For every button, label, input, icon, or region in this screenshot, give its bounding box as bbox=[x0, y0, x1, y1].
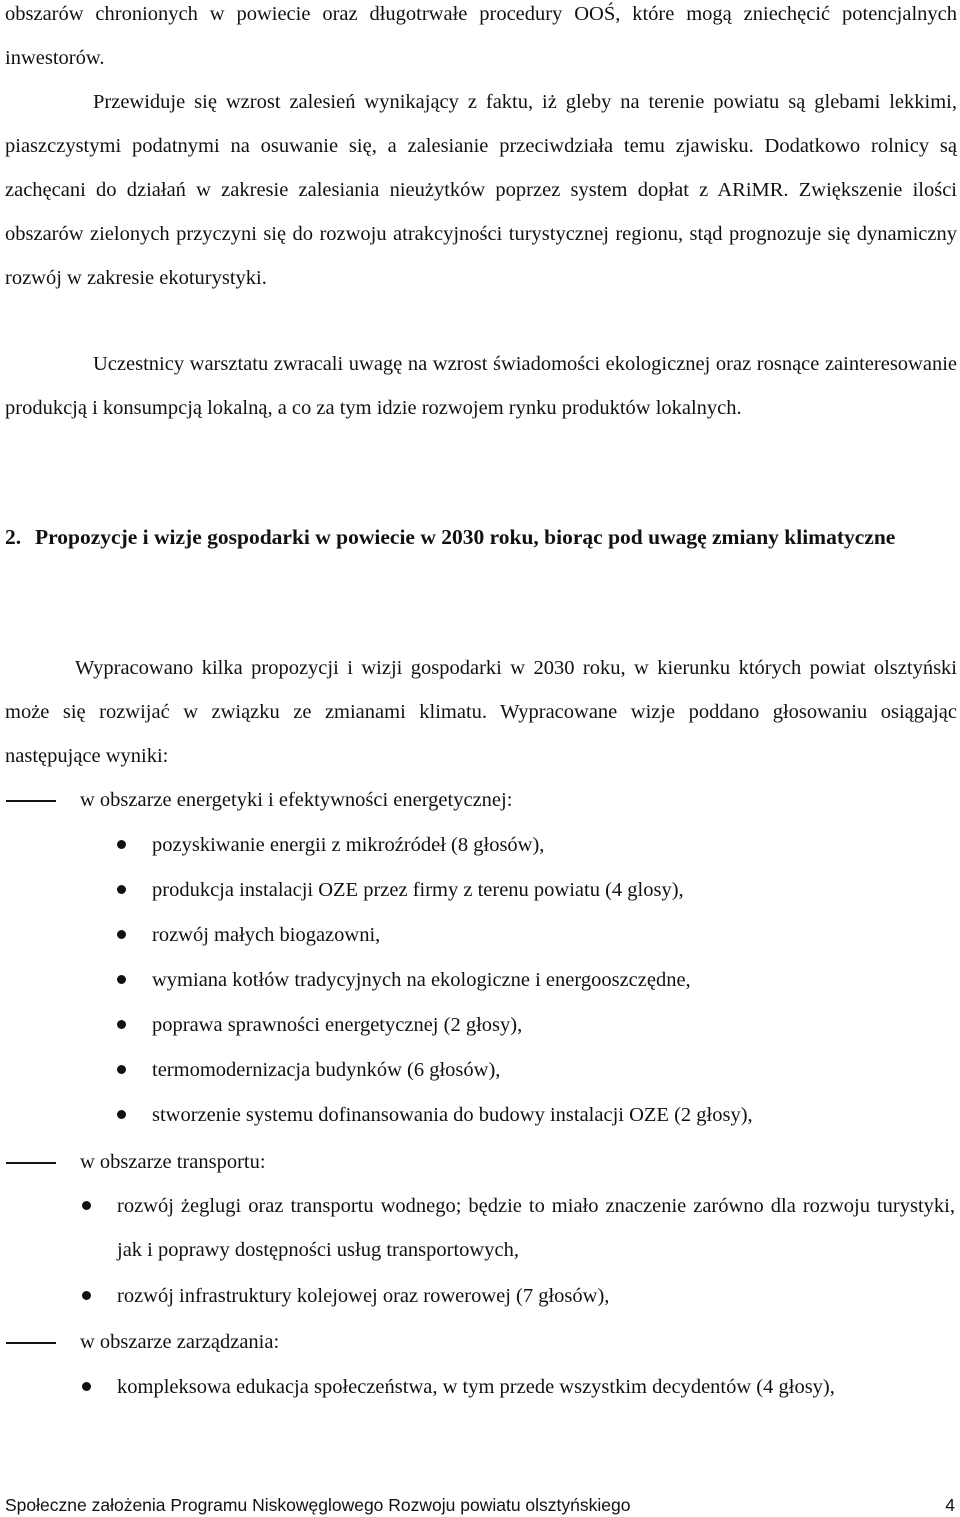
dash-item-transport: w obszarze transportu: bbox=[0, 1140, 960, 1184]
list-item: wymiana kotłów tradycyjnych na ekologiczne i energooszczędne, bbox=[0, 958, 860, 1002]
paragraph-workshop: Uczestnicy warsztatu zwracali uwagę na wzrost świadomości ekologicznej oraz rosnące zainteresowanie produkcją i konsumpcją lokalną, a co za tym idzie rozwojem rynku produktów lokalnych. bbox=[5, 353, 957, 419]
dash-icon bbox=[6, 1342, 56, 1344]
list-item: rozwój małych biogazowni, bbox=[0, 913, 860, 957]
dash-item-energy: w obszarze energetyki i efektywności energetycznej: bbox=[0, 778, 960, 822]
list-item: pozyskiwanie energii z mikroźródeł (8 głosów), bbox=[0, 823, 860, 867]
footer-title: Społeczne założenia Programu Niskowęglowego Rozwoju powiatu olsztyńskiego bbox=[5, 1495, 631, 1515]
page-footer bbox=[5, 1494, 955, 1516]
list-item: produkcja instalacji OZE przez firmy z terenu powiatu (4 glosy), bbox=[0, 868, 860, 912]
bullet-icon bbox=[117, 975, 126, 984]
bullet-icon bbox=[117, 930, 126, 939]
bullet-icon bbox=[82, 1382, 91, 1391]
bullet-icon bbox=[117, 1020, 126, 1029]
paragraph-continuation: obszarów chronionych w powiecie oraz długotrwałe procedury OOŚ, które mogą zniechęcić potencjalnych inwestorów. bbox=[5, 3, 957, 69]
list-item: stworzenie systemu dofinansowania do budowy instalacji OZE (2 głosy), bbox=[0, 1093, 860, 1137]
bullet-icon bbox=[82, 1201, 91, 1210]
paragraph-proposals: Wypracowano kilka propozycji i wizji gospodarki w 2030 roku, w kierunku których powiat olsztyński może się rozwijać w związku ze zmianami klimatu. Wypracowane wizje poddano głosowaniu osiągając następujące wyniki: bbox=[5, 657, 957, 767]
bullet-icon bbox=[117, 1110, 126, 1119]
dash-icon bbox=[6, 800, 56, 802]
bullet-icon bbox=[117, 1065, 126, 1074]
bullet-icon bbox=[117, 885, 126, 894]
list-item: rozwój żeglugi oraz transportu wodnego; będzie to miało znaczenie zarówno dla rozwoju turystyki, jak i poprawy dostępności usług transportowych, bbox=[0, 1184, 860, 1272]
list-item: rozwój infrastruktury kolejowej oraz rowerowej (7 głosów), bbox=[0, 1274, 860, 1318]
list-item: kompleksowa edukacja społeczeństwa, w tym przede wszystkim decydentów (4 głosy), bbox=[0, 1365, 860, 1453]
section-heading: 2. Propozycje i wizje gospodarki w powiecie w 2030 roku, biorąc pod uwagę zmiany klimatyczne bbox=[5, 525, 896, 549]
dash-icon bbox=[6, 1162, 56, 1164]
paragraph-afforestation: Przewiduje się wzrost zalesień wynikający z faktu, iż gleby na terenie powiatu są glebami lekkimi, piaszczystymi podatnymi na osuwanie się, a zalesianie przeciwdziała temu zjawisku. Dodatkowo rolnicy są zachęcani do działań w zakresie zalesiania nieużytków poprzez system dopłat z ARiMR. Zwiększenie ilości obszarów zielonych przyczyni się do rozwoju atrakcyjności turystycznej regionu, stąd prognozuje się dynamiczny rozwój w zakresie ekoturystyki. bbox=[5, 91, 957, 289]
page-number: 4 bbox=[945, 1495, 955, 1515]
bullet-icon bbox=[117, 840, 126, 849]
list-item: poprawa sprawności energetycznej (2 głosy), bbox=[0, 1003, 860, 1047]
dash-item-management: w obszarze zarządzania: bbox=[0, 1320, 960, 1364]
list-item: termomodernizacja budynków (6 głosów), bbox=[0, 1048, 860, 1092]
bullet-icon bbox=[82, 1291, 91, 1300]
